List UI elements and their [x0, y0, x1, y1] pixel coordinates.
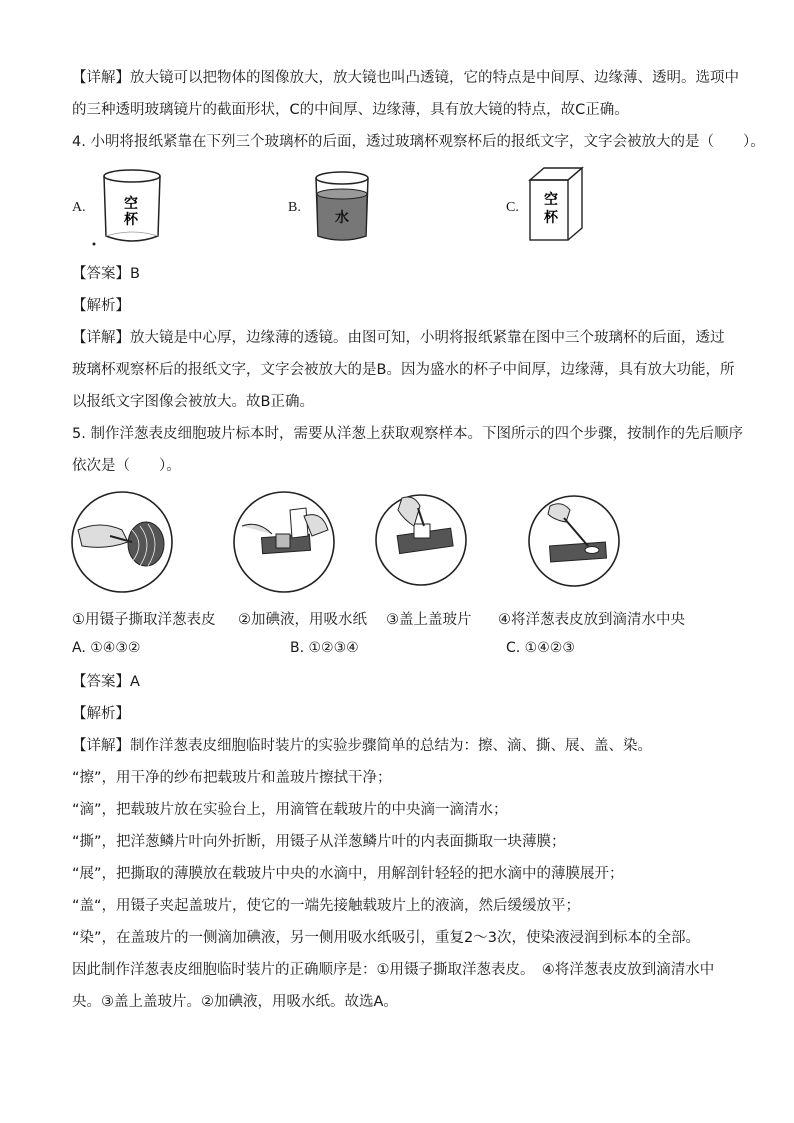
q4-option-a-label: A.	[72, 200, 86, 215]
q4-cup-a-text-2: 杯	[124, 212, 138, 228]
q5-detail-line-6: “盖“，用镊子夹起盖玻片，使它的一端先接触载玻片上的液滴，然后缓缓放平；	[72, 898, 581, 914]
q5-step-3-caption: ③盖上盖玻片	[386, 612, 472, 628]
q5-answer: 【答案】A	[72, 674, 140, 690]
q4-option-b-label: B.	[288, 200, 301, 215]
q4-stem: 4. 小明将报纸紧靠在下列三个玻璃杯的后面，透过玻璃杯观察杯后的报纸文字，文字会被放大的是（ ）。	[72, 134, 765, 150]
q5-detail-line-9: 央。③盖上盖玻片。②加碘液，用吸水纸。故选A。	[72, 994, 398, 1010]
q3-detail-line-1: 【详解】放大镜可以把物体的图像放大，放大镜也叫凸透镜，它的特点是中间厚、边缘薄、透明。选项中	[72, 70, 739, 86]
q5-detail-line-3: “滴”，把载玻片放在实验台上，用滴管在载玻片的中央滴一滴清水；	[72, 802, 508, 818]
q5-detail-line-4: “撕”，把洋葱鳞片叶向外折断，用镊子从洋葱鳞片叶的内表面撕取一块薄膜；	[72, 834, 566, 850]
q3-detail-line-2: 的三种透明玻璃镜片的截面形状，C的中间厚、边缘薄，具有放大镜的特点，故C正确。	[72, 102, 629, 118]
q4-detail-line-2: 玻璃杯观察杯后的报纸文字，文字会被放大的是B。因为盛水的杯子中间厚，边缘薄，具有放大功能，所	[72, 362, 735, 378]
q4-detail-line-1: 【详解】放大镜是中心厚，边缘薄的透镜。由图可知，小明将报纸紧靠在图中三个玻璃杯的后面，透过	[72, 330, 725, 346]
q5-step-1-caption: ①用镊子撕取洋葱表皮	[72, 612, 216, 628]
q5-analysis-heading: 【解析】	[72, 706, 130, 722]
q4-cup-b-text: 水	[335, 210, 349, 226]
q4-cup-a-text-1: 空	[124, 196, 138, 212]
q4-cup-a-empty	[92, 164, 172, 250]
q5-detail-line-5: “展”，把撕取的薄膜放在载玻片中央的水滴中，用解剖针轻轻的把水滴中的薄膜展开；	[72, 866, 624, 882]
q4-detail-line-3: 以报纸文字图像会被放大。故B正确。	[72, 394, 314, 410]
q5-choice-c: C. ①④②③	[506, 640, 575, 656]
q5-step1-figure-peel-onion	[70, 490, 174, 594]
q5-step2-figure-add-iodine	[232, 490, 336, 594]
q5-stem-line-1: 5. 制作洋葱表皮细胞玻片标本时，需要从洋葱上获取观察样本。下图所示的四个步骤，按制作的先后顺序	[72, 426, 743, 442]
q5-choice-b: B. ①②③④	[290, 640, 359, 656]
q5-detail-line-2: “擦”，用干净的纱布把载玻片和盖玻片擦拭干净；	[72, 770, 392, 786]
q4-cup-c-text-2: 杯	[544, 210, 558, 226]
q5-stem-line-2: 依次是（ ）。	[72, 458, 181, 474]
q4-cup-c-empty-box	[524, 166, 588, 246]
q4-cup-b-water	[306, 168, 378, 248]
q5-step-4-caption: ④将洋葱表皮放到滴清水中央	[498, 612, 685, 628]
q5-detail-line-8: 因此制作洋葱表皮细胞临时装片的正确顺序是：①用镊子撕取洋葱表皮。 ④将洋葱表皮放到滴清水中	[72, 962, 715, 978]
q5-step-2-caption: ②加碘液，用吸水纸	[238, 612, 367, 628]
q5-detail-line-1: 【详解】制作洋葱表皮细胞临时装片的实验步骤简单的总结为：擦、滴、撕、展、盖、染。	[72, 738, 652, 754]
q5-detail-line-7: “染”，在盖玻片的一侧滴加碘液，另一侧用吸水纸吸引，重复2～3次，使染液浸润到标本的全部。	[72, 930, 700, 946]
q5-step3-figure-cover-slip	[374, 490, 468, 590]
q4-option-c-label: C.	[506, 200, 519, 215]
q4-cup-c-text-1: 空	[544, 192, 558, 208]
q5-step4-figure-place-in-water	[528, 492, 620, 590]
q5-choice-a: A. ①④③②	[72, 640, 141, 656]
q4-answer: 【答案】B	[72, 266, 140, 282]
q4-analysis-heading: 【解析】	[72, 298, 130, 314]
